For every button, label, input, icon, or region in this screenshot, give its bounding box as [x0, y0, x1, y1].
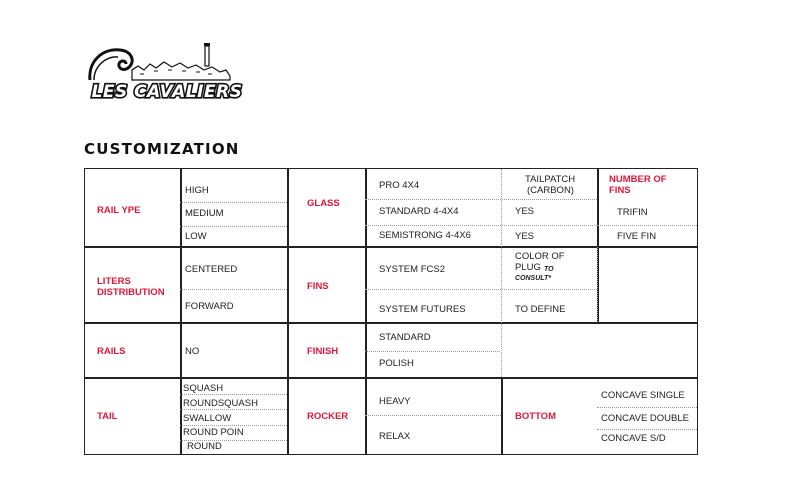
tail-option-round-poin: ROUND POIN	[183, 427, 244, 438]
color-of-plug-line2: PLUG	[515, 262, 541, 273]
rail-ype-option-medium: MEDIUM	[185, 208, 224, 219]
rails-option-no: NO	[185, 346, 200, 357]
tail-label: TAIL	[97, 411, 118, 422]
color-of-plug-value: TO DEFINE	[515, 304, 566, 315]
bottom-option-concave-sd: CONCAVE S/D	[601, 433, 666, 444]
liters-distribution-label-line2: DISTRIBUTION	[97, 287, 165, 298]
tailpatch-label-line2: (CARBON)	[527, 185, 574, 196]
bottom-option-concave-single: CONCAVE SINGLE	[601, 390, 685, 401]
logo-text: LES CAVALIERS	[91, 82, 243, 102]
rocker-option-heavy: HEAVY	[379, 396, 411, 407]
tailpatch-option-yes-1: YES	[515, 206, 535, 217]
tailpatch-option-yes-2: YES	[515, 231, 535, 242]
number-of-fins-label-line2: FINS	[609, 185, 631, 196]
rail-ype-option-high: HIGH	[185, 185, 209, 196]
tail-option-round: ROUND	[187, 441, 222, 452]
rocker-label: ROCKER	[307, 411, 349, 422]
liters-distribution-label-line1: LITERS	[97, 276, 131, 287]
color-of-plug-line1: COLOR OF	[515, 251, 565, 262]
tail-option-swallow: SWALLOW	[183, 413, 232, 424]
fins-option-fcs2: SYSTEM FCS2	[379, 264, 445, 275]
glass-option-standard: STANDARD 4-4X4	[379, 206, 459, 217]
rocker-option-relax: RELAX	[379, 431, 411, 442]
fins-label: FINS	[307, 281, 329, 292]
rail-ype-option-low: LOW	[185, 231, 207, 242]
glass-option-pro-4x4: PRO 4X4	[379, 180, 420, 191]
rail-ype-label: RAIL YPE	[97, 205, 141, 216]
tail-option-roundsquash: ROUNDSQUASH	[183, 398, 258, 409]
bottom-label: BOTTOM	[515, 411, 556, 422]
fins-option-futures: SYSTEM FUTURES	[379, 304, 466, 315]
color-of-plug-note-line1: TO	[544, 266, 554, 273]
customization-table	[84, 168, 698, 455]
finish-option-standard: STANDARD	[379, 332, 431, 343]
finish-option-polish: POLISH	[379, 358, 414, 369]
les-cavaliers-logo	[84, 40, 250, 102]
glass-label: GLASS	[307, 198, 340, 209]
number-of-fins-label-line1: NUMBER OF	[609, 174, 667, 185]
wave-lighthouse-logo-icon	[84, 40, 250, 102]
liters-option-forward: FORWARD	[185, 301, 234, 312]
fins-count-option-five-fin: FIVE FIN	[617, 231, 657, 242]
glass-option-semistrong: SEMISTRONG 4-4X6	[379, 230, 471, 241]
tailpatch-label-line1: TAILPATCH	[525, 174, 576, 185]
bottom-option-concave-double: CONCAVE DOUBLE	[601, 413, 689, 424]
color-of-plug-note-line2: CONSULT*	[515, 275, 552, 282]
rails-label: RAILS	[97, 346, 126, 357]
liters-option-centered: CENTERED	[185, 264, 238, 275]
fins-count-option-trifin: TRIFIN	[617, 207, 648, 218]
page-title: CUSTOMIZATION	[84, 140, 240, 158]
tail-option-squash: SQUASH	[183, 383, 224, 394]
finish-label: FINISH	[307, 346, 339, 357]
